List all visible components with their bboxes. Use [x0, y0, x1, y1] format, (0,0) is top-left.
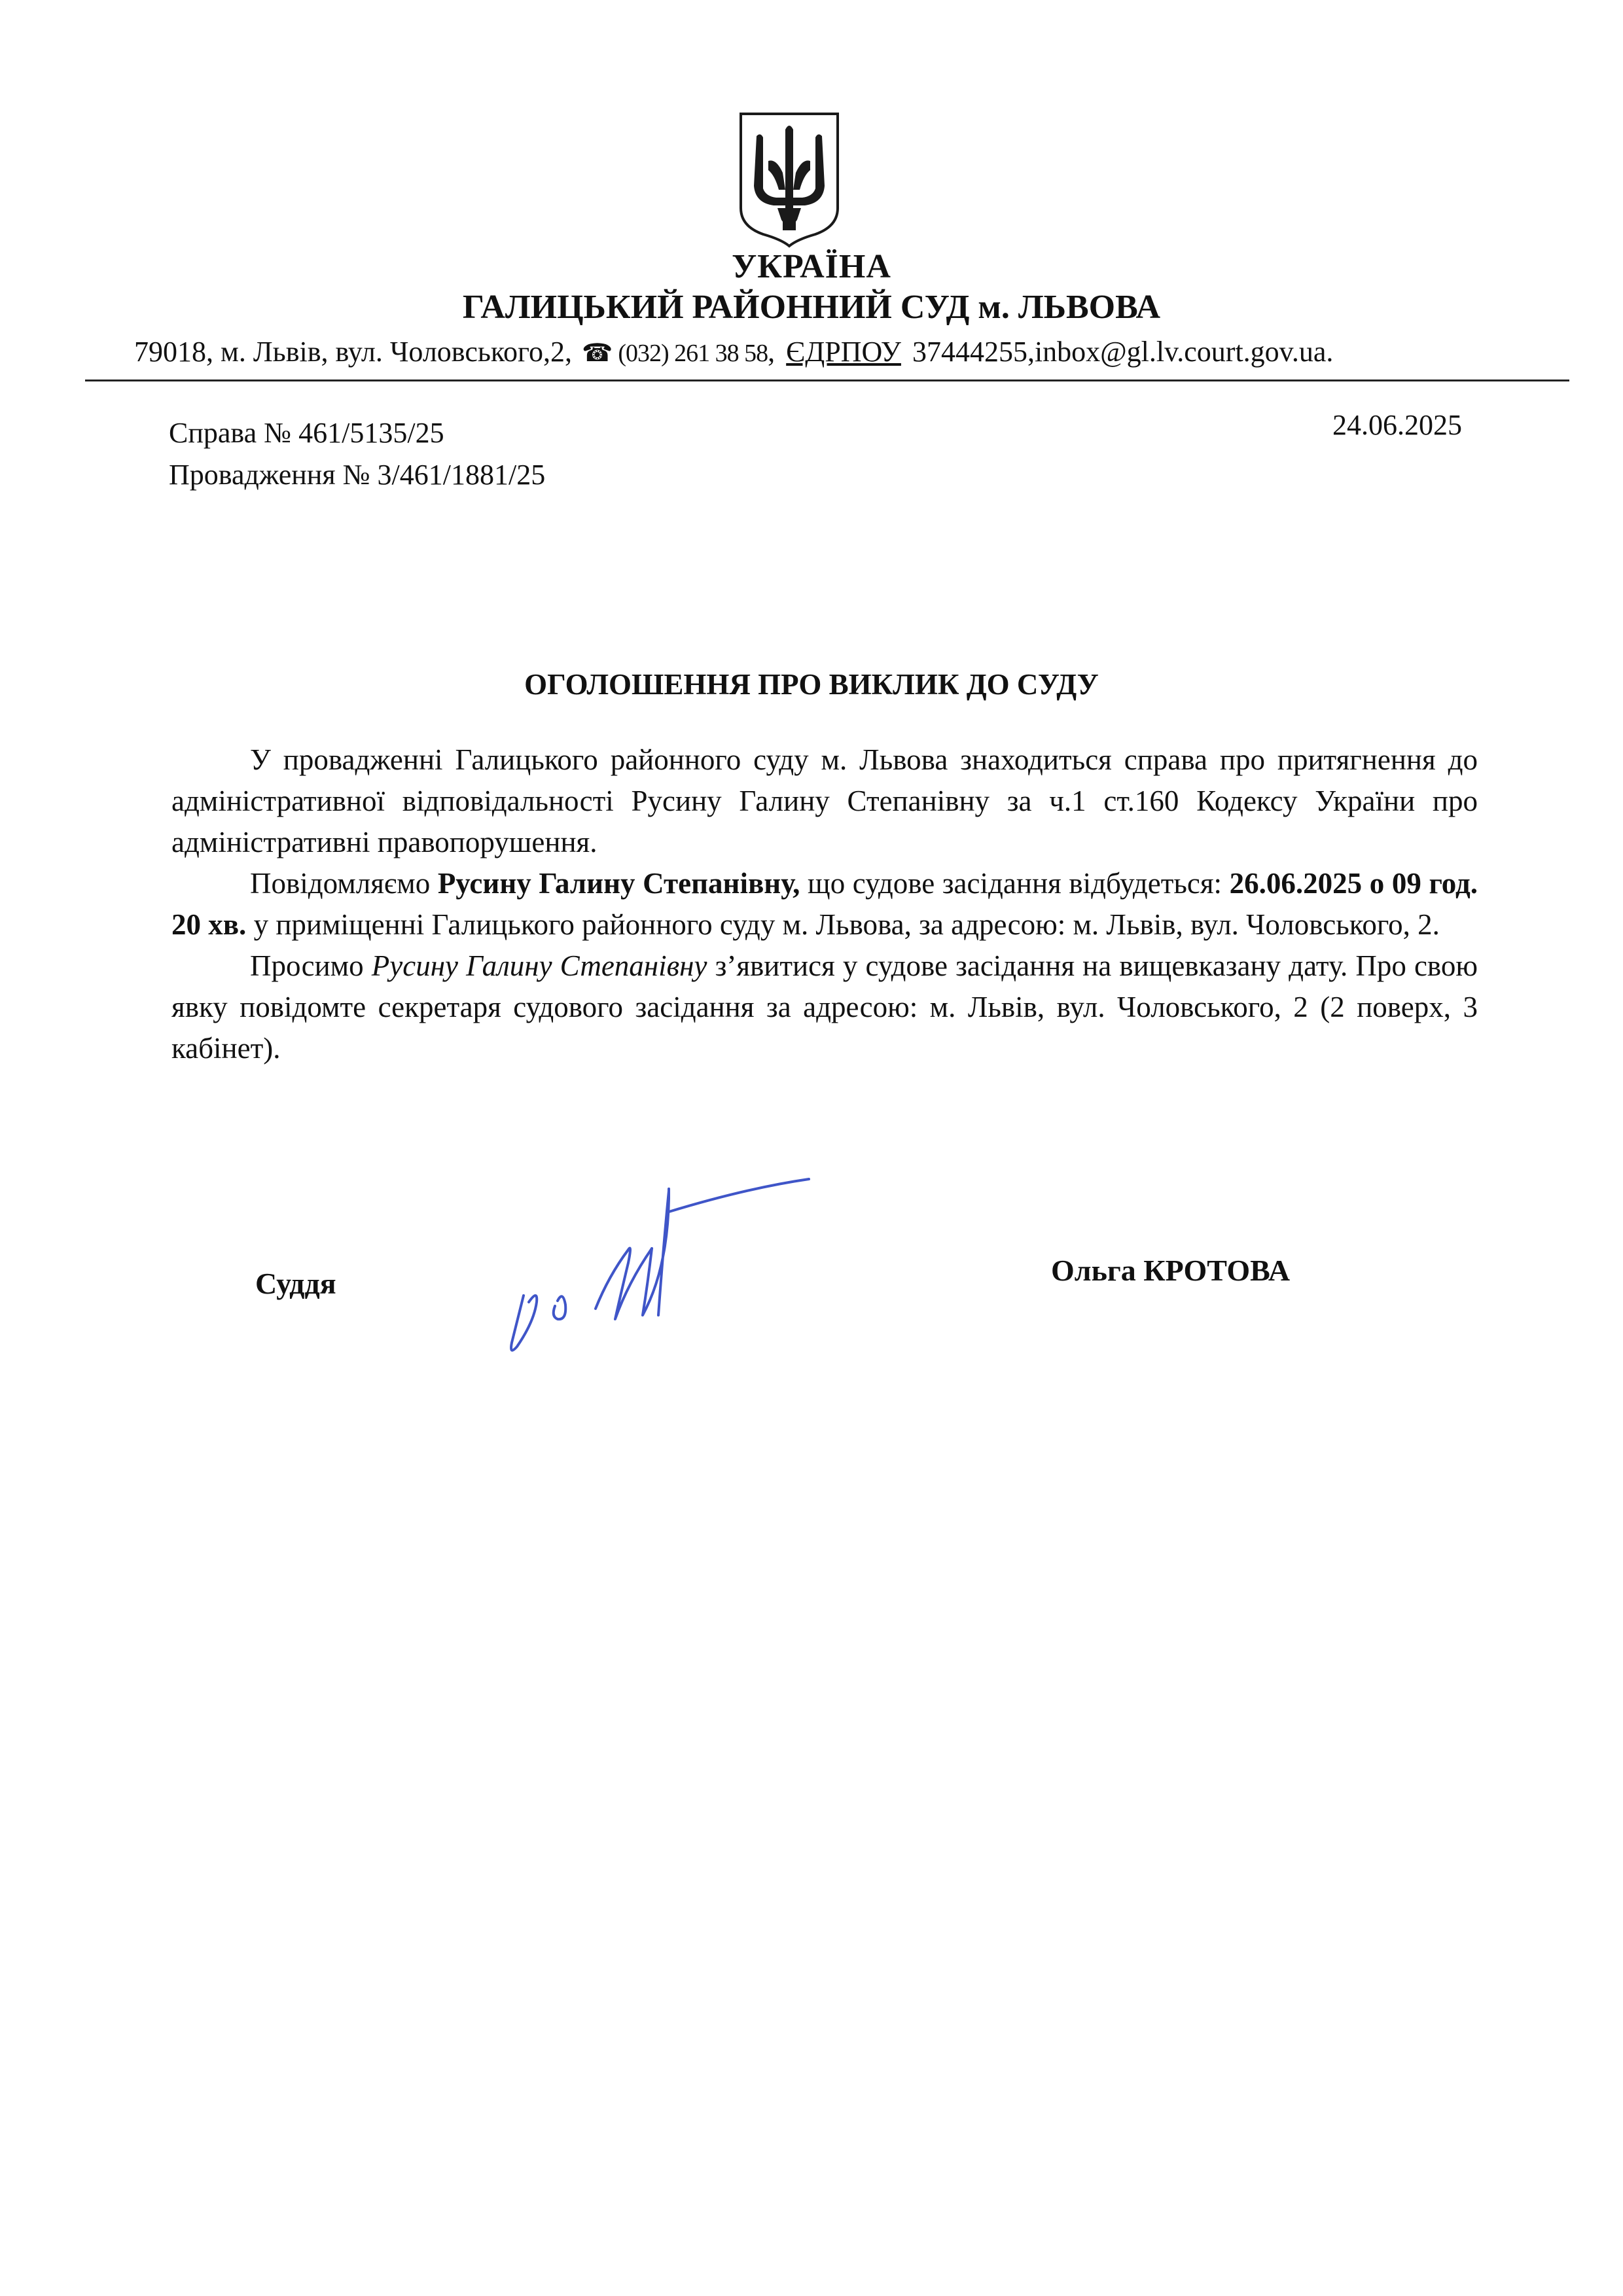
court-phone: (032) 261 38 58 [618, 340, 768, 367]
letterhead-divider [85, 380, 1569, 381]
document-date: 24.06.2025 [1332, 409, 1462, 441]
request-details: з’явитися у судове засідання на вищевказану дату. Про свою явку повідомте секретаря судового засідання за адресою: м. Львів, вул. Чоловського, 2 (2 поверх, 3 кабінет). [171, 949, 1478, 1065]
court-name: ГАЛИЦЬКИЙ РАЙОННИЙ СУД м. ЛЬВОВА [462, 289, 1161, 326]
hearing-location: у приміщенні Галицького районного суду м. Львова, за адресою: м. Львів, вул. Чоловського, 2. [246, 908, 1440, 941]
hearing-mid: що судове засідання відбудеться: [800, 867, 1230, 900]
notice-body [171, 739, 1478, 1069]
request-lead: Просимо [250, 949, 372, 982]
hearing-lead: Повідомляємо [250, 867, 438, 900]
court-address: 79018, м. Львів, вул. Чоловського,2, [134, 336, 573, 368]
edrpou-code-and-email: 37444255,inbox@gl.lv.court.gov.ua. [912, 336, 1334, 368]
judge-position-label: Суддя [255, 1267, 336, 1300]
hearing-datetime: 26.06.2025 о 09 год. 20 хв. [171, 867, 1478, 941]
requested-person-name: Русину Галину Степанівну [371, 949, 707, 982]
judge-name: Ольга КРОТОВА [1051, 1254, 1291, 1287]
notice-paragraph-request [171, 945, 1478, 1069]
court-contacts [134, 335, 1541, 368]
document-title: ОГОЛОШЕННЯ ПРО ВИКЛИК ДО СУДУ [524, 668, 1099, 701]
notice-paragraph-hearing [171, 863, 1478, 945]
notice-paragraph-case: У провадженні Галицького районного суду м. Львова знаходиться справа про притягнення до адміністративної відповідальності Русину Галину Степанівну за ч.1 ст.160 Кодексу України про адміністративні правопорушення. [171, 743, 1478, 858]
summoned-person-name: Русину Галину Степанівну, [437, 867, 800, 900]
coat-of-arms-emblem [737, 110, 842, 249]
edrpou-label: ЄДРПОУ [786, 336, 901, 368]
contacts-separator: , [768, 336, 776, 368]
telephone-icon: ☎ [582, 340, 613, 367]
country-name: УКРАЇНА [732, 248, 891, 285]
proceeding-number: Провадження № 3/461/1881/25 [169, 459, 546, 491]
case-number: Справа № 461/5135/25 [169, 417, 444, 449]
handwritten-signature [497, 1171, 838, 1368]
